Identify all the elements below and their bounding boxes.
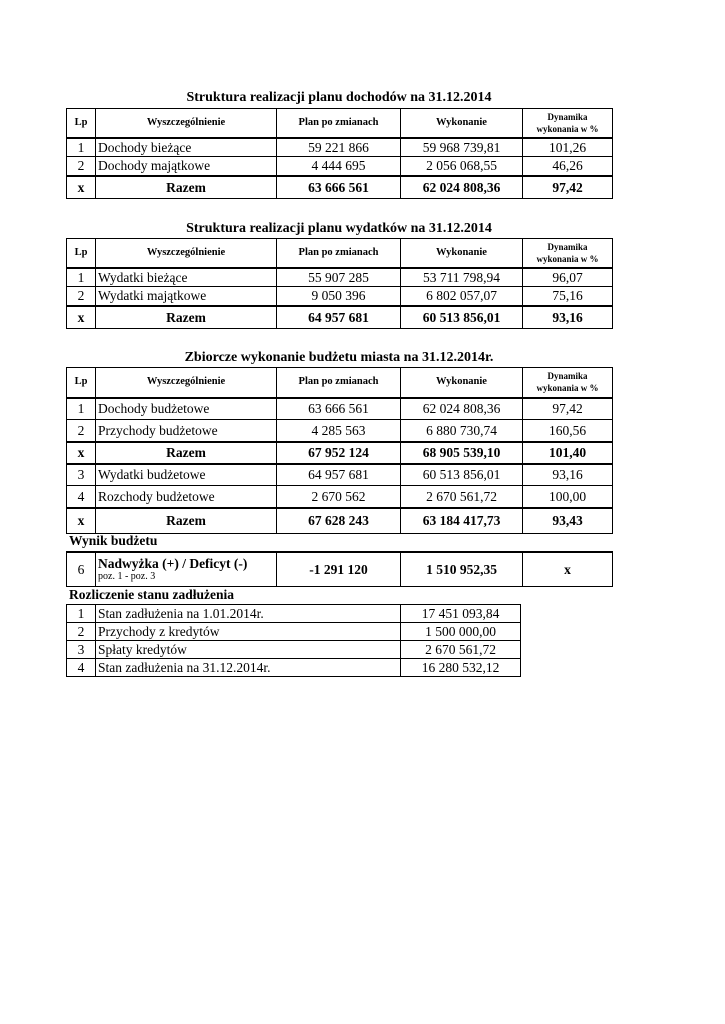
table-row: 1 Dochody budżetowe 63 666 561 62 024 808,36 97,42 xyxy=(67,398,613,420)
table-row: 4 Rozchody budżetowe 2 670 562 2 670 561,72 100,00 xyxy=(67,486,613,508)
table-row: 3 Wydatki budżetowe 64 957 681 60 513 856,01 93,16 xyxy=(67,464,613,486)
table-row: 3 Spłaty kredytów 2 670 561,72 xyxy=(67,641,521,659)
table-row: 1 Wydatki bieżące 55 907 285 53 711 798,94 96,07 xyxy=(67,268,613,287)
total-row: x Razem 67 952 124 68 905 539,10 101,40 xyxy=(67,442,613,464)
result-label: Nadwyżka (+) / Deficyt (-) xyxy=(98,555,248,571)
table-row: 4 Stan zadłużenia na 31.12.2014r. 16 280 532,12 xyxy=(67,659,521,677)
table-header-row xyxy=(67,109,613,138)
table-row: 2 Dochody majątkowe 4 444 695 2 056 068,55 46,26 xyxy=(67,157,613,176)
total-row: x Razem 64 957 681 60 513 856,01 93,16 xyxy=(67,306,613,329)
col-plan: Plan po zmianach xyxy=(277,109,401,138)
table2-title: Struktura realizacji planu wydatków na 31.12.2014 xyxy=(186,221,492,236)
col-exec: Wykonanie xyxy=(401,109,523,138)
table-row: 1 Dochody bieżące 59 221 866 59 968 739,81 101,26 xyxy=(67,138,613,157)
result-note: poz. 1 - poz. 3 xyxy=(98,571,156,582)
expenditure-structure-table xyxy=(66,238,613,329)
table-row: 1 Stan zadłużenia na 1.01.2014r. 17 451 093,84 xyxy=(67,605,521,623)
total-row: x Razem 67 628 243 63 184 417,73 93,43 xyxy=(67,508,613,534)
debt-table xyxy=(66,604,521,677)
table-row: 2 Przychody budżetowe 4 285 563 6 880 730,74 160,56 xyxy=(67,420,613,442)
income-structure-table xyxy=(66,108,613,199)
table-header-row: Lp Wyszczególnienie Plan po zmianach Wykonanie Dynamika wykonania w % xyxy=(67,368,613,398)
col-lp: Lp xyxy=(67,109,96,138)
budget-summary-table xyxy=(66,367,613,534)
table3-title: Zbiorcze wykonanie budżetu miasta na 31.12.2014r. xyxy=(184,350,494,365)
col-dyn: Dynamika wykonania w % xyxy=(523,109,613,138)
table-row: 6 Nadwyżka (+) / Deficyt (-) poz. 1 - poz. 3 -1 291 120 1 510 952,35 x xyxy=(67,552,613,586)
table-row: 2 Wydatki majątkowe 9 050 396 6 802 057,07 75,16 xyxy=(67,287,613,306)
total-row: x Razem 63 666 561 62 024 808,36 97,42 xyxy=(67,176,613,199)
table1-title: Struktura realizacji planu dochodów na 31.12.2014 xyxy=(186,90,492,105)
col-desc: Wyszczególnienie xyxy=(96,109,277,138)
table-header-row: Lp Wyszczególnienie Plan po zmianach Wykonanie Dynamika wykonania w % xyxy=(67,239,613,268)
debt-section-title: Rozliczenie stanu zadłużenia xyxy=(69,587,234,602)
budget-result-table xyxy=(66,551,613,587)
table-row: 2 Przychody z kredytów 1 500 000,00 xyxy=(67,623,521,641)
result-section-title: Wynik budżetu xyxy=(69,533,158,548)
